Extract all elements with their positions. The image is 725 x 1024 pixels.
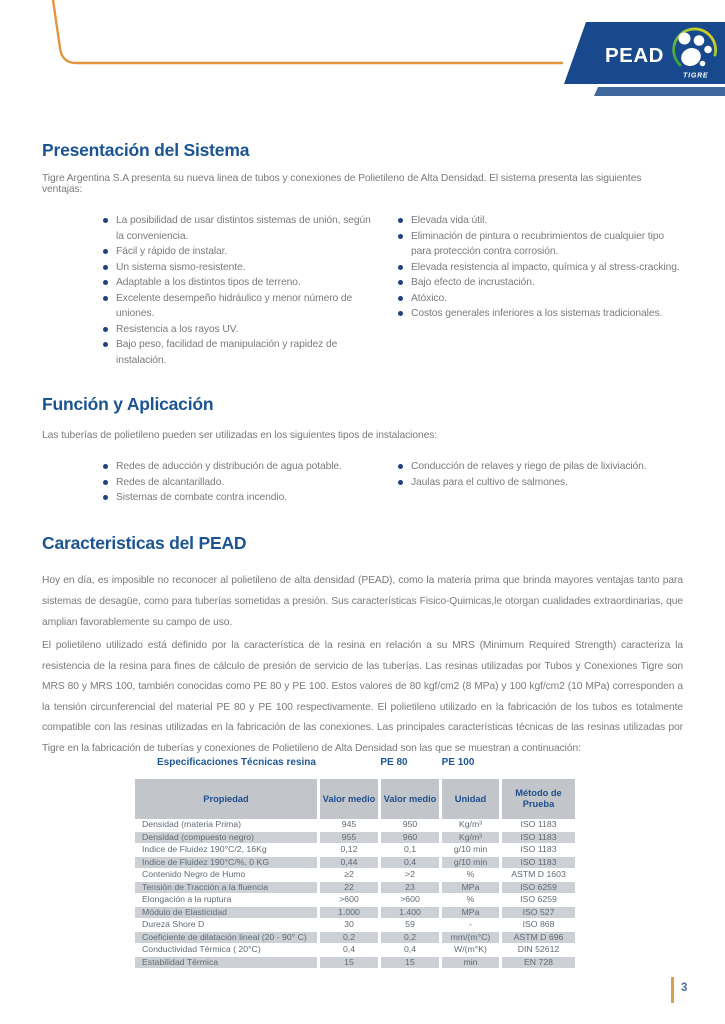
table-row	[135, 919, 575, 932]
table-cell: %	[442, 869, 499, 882]
table-cell: 0,2	[320, 932, 378, 945]
table-cell: ISO 1183	[502, 819, 575, 832]
bullet-icon	[398, 280, 403, 285]
table-cell: Dureza Shore D	[135, 919, 317, 932]
table-cell: 945	[320, 819, 378, 832]
table-cell: >600	[320, 894, 378, 907]
table-cell: 955	[320, 832, 378, 845]
table-cell: ISO 868	[502, 919, 575, 932]
brand-label: TIGRE	[683, 72, 709, 80]
bullet-icon	[398, 218, 403, 223]
table-cell: Indice de Fluidez 190°C/%, 0 KG	[135, 857, 317, 870]
table-cell: Conductividad Térmica ( 20°C)	[135, 944, 317, 957]
table-cell: Kg/m³	[442, 832, 499, 845]
header-accent-line	[0, 0, 600, 70]
table-cell: Densidad (materia Prima)	[135, 819, 317, 832]
table-row	[135, 857, 575, 870]
list-item	[398, 306, 686, 322]
presentacion-bullets-right	[398, 213, 686, 322]
table-cell: ISO 527	[502, 907, 575, 920]
bullet-icon	[398, 265, 403, 270]
column-header: Unidad	[442, 779, 499, 819]
table-cell: 23	[381, 882, 439, 895]
table-cell: 0,2	[381, 932, 439, 945]
table-row	[135, 819, 575, 832]
bullet-icon	[103, 480, 108, 485]
table-row	[135, 932, 575, 945]
list-item-text: Conducción de relaves y riego de pilas de lixiviación.	[411, 461, 647, 472]
table-cell: ASTM D 696	[502, 932, 575, 945]
table-cell: >600	[381, 894, 439, 907]
table-row	[135, 882, 575, 895]
table-cell: W/(m°K)	[442, 944, 499, 957]
list-item-text: Un sistema sismo-resistente.	[116, 261, 246, 273]
badge-underline-shape	[594, 87, 725, 96]
bullet-icon	[398, 464, 403, 469]
table-cell: ISO 1183	[502, 832, 575, 845]
bullet-icon	[398, 311, 403, 316]
list-item	[103, 244, 375, 260]
table-cell: g/10 min	[442, 857, 499, 870]
section-title-presentacion: Presentación del Sistema	[42, 140, 250, 160]
funcion-intro: Las tuberías de polietileno pueden ser utilizadas en los siguientes tipos de instalaciones:	[42, 430, 438, 441]
bullet-icon	[398, 234, 403, 239]
table-cell: MPa	[442, 907, 499, 920]
table-row	[135, 894, 575, 907]
list-item-text: Costos generales inferiores a los sistemas tradicionales.	[411, 308, 663, 319]
list-item-text: Redes de aducción y distribución de agua potable.	[116, 461, 342, 472]
table-cell: g/10 min	[442, 844, 499, 857]
table-row	[135, 832, 575, 845]
list-item-text: Resistencia a los rayos UV.	[116, 323, 239, 335]
pe100-column-label: PE 100	[441, 757, 475, 768]
table-cell: Tensión de Tracción a la fluencia	[135, 882, 317, 895]
list-item	[103, 459, 403, 475]
table-cell: >2	[381, 869, 439, 882]
table-cell: %	[442, 894, 499, 907]
table-cell: 1.000	[320, 907, 378, 920]
list-item-text: La posibilidad de usar distintos sistemas de unión, según la conveniencia.	[116, 215, 371, 242]
list-item	[103, 260, 375, 276]
spec-table-caption: Especificaciones Técnicas resina	[157, 757, 316, 768]
table-cell: Coeficiente de dilatación lineal (20 - 90° C)	[135, 932, 317, 945]
bullet-icon	[103, 495, 108, 500]
caracteristicas-paragraph-1: Hoy en día, es imposible no reconocer al polietileno de alta densidad (PEAD), como la materia prima que brinda mayores ventajas tanto para sistemas de desagüe, como para tuberías sometidas a presión. Sus características Fisico-Quimicas,le otorgan cualidades extraordinarias, que amplian favorablemente su campo de uso.	[42, 575, 683, 628]
table-cell: 1.400	[381, 907, 439, 920]
presentacion-intro: Tigre Argentina S.A presenta su nueva linea de tubos y conexiones de Polietileno de Alta Densidad. El sistema presenta las siguientes ventajas:	[42, 173, 642, 195]
table-cell: min	[442, 957, 499, 970]
pe80-column-label: PE 80	[380, 757, 408, 768]
table-cell: Estabilidad Térmica	[135, 957, 317, 970]
list-item	[398, 260, 686, 276]
list-item	[103, 490, 403, 506]
list-item	[103, 291, 375, 322]
table-row	[135, 907, 575, 920]
list-item-text: Eliminación de pintura o recubrimientos de cualquier tipo para protección contra corrosión.	[411, 230, 665, 257]
column-header: Método de Prueba	[502, 779, 575, 819]
table-cell: 22	[320, 882, 378, 895]
table-cell: 15	[381, 957, 439, 970]
table-row	[135, 844, 575, 857]
list-item-text: Adaptable a los distintos tipos de terreno.	[116, 277, 301, 288]
table-cell: Contenido Negro de Humo	[135, 869, 317, 882]
list-item	[398, 229, 686, 260]
bullet-icon	[103, 296, 108, 301]
caracteristicas-paragraph-2: El polietileno utilizado está definido por la característica de la resina en relación a su MRS (Minimum Required Strength) caracteriza la resistencia de la resina para fines de cálculo de presión de servicio de las tuberías. Las resinas utilizadas por Tubos y Conexiones Tigre son MRS 80 y MRS 100, también conocidas como PE 80 y PE 100. Estos valores de 80 kgf/cm2 (8 MPa) y 100 kgf/cm2 (10 MPa) corresponden a la tensión circunferencial del material PE 80 y PE 100 respectivamente. El polietileno utilizado en la fabricación de los tubos es totalmente compatible con las resinas utilizadas en la fabricación de las conexiones. Las principales características técnicas de las resinas utilizadas por Tigre en la fabricación de tuberías y conexiones de Polietileno de Alta Densidad son las que se muestran a continuación:	[42, 640, 683, 754]
table-cell: 0,4	[381, 857, 439, 870]
table-cell: Indice de Fluidez 190°C/2, 16Kg	[135, 844, 317, 857]
list-item	[103, 213, 375, 244]
list-item	[103, 337, 375, 368]
footer-accent-bar	[671, 977, 674, 1003]
table-cell: 0,4	[381, 944, 439, 957]
badge-label: PEAD	[605, 44, 664, 67]
table-cell: Módulo de Elasticidad	[135, 907, 317, 920]
list-item-text: Jaulas para el cultivo de salmones.	[411, 476, 568, 488]
table-cell: mm/(m°C)	[442, 932, 499, 945]
table-cell: DIN 52612	[502, 944, 575, 957]
table-cell: 0,4	[320, 944, 378, 957]
column-header: Propiedad	[135, 779, 317, 819]
list-item	[398, 475, 698, 491]
list-item	[103, 475, 403, 491]
table-cell: 0,1	[381, 844, 439, 857]
table-cell: ASTM D 1603	[502, 869, 575, 882]
spec-table	[135, 757, 575, 969]
table-cell: 0,44	[320, 857, 378, 870]
table-cell: Elongación a la ruptura	[135, 894, 317, 907]
table-cell: 960	[381, 832, 439, 845]
bullet-icon	[103, 218, 108, 223]
header-badge	[555, 16, 725, 98]
spec-table-caption-row	[135, 757, 575, 774]
table-cell: -	[442, 919, 499, 932]
table-cell: Kg/m³	[442, 819, 499, 832]
bullet-icon	[103, 342, 108, 347]
list-item-text: Fácil y rápido de instalar.	[116, 246, 228, 257]
column-header: Valor medio	[381, 779, 439, 819]
funcion-bullets-left	[103, 459, 403, 506]
bullet-icon	[103, 464, 108, 469]
section-title-caracteristicas: Caracteristicas del PEAD	[42, 533, 247, 553]
list-item-text: Sistemas de combate contra incendio.	[116, 492, 287, 503]
funcion-bullets-right	[398, 459, 698, 490]
table-cell: ISO 6259	[502, 882, 575, 895]
table-cell: 59	[381, 919, 439, 932]
list-item-text: Bajo peso, facilidad de manipulación y rapidez de instalación.	[116, 339, 338, 366]
bullet-icon	[103, 265, 108, 270]
list-item	[398, 213, 686, 229]
page-number: 3	[681, 982, 688, 994]
list-item	[398, 275, 686, 291]
table-cell: ISO 1183	[502, 844, 575, 857]
list-item-text: Elevada vida útil.	[411, 215, 488, 226]
list-item-text: Redes de alcantarillado.	[116, 476, 225, 488]
bullet-icon	[398, 296, 403, 301]
table-cell: ISO 6259	[502, 894, 575, 907]
list-item-text: Bajo efecto de incrustación.	[411, 277, 535, 288]
list-item-text: Elevada resistencia al impacto, química y al stress-cracking.	[411, 261, 680, 273]
table-cell: ISO 1183	[502, 857, 575, 870]
bullet-icon	[103, 280, 108, 285]
column-header: Valor medio	[320, 779, 378, 819]
table-cell: Densidad (compuesto negro)	[135, 832, 317, 845]
table-cell: 30	[320, 919, 378, 932]
spec-table-header	[135, 779, 575, 819]
spec-table-body	[135, 819, 575, 969]
list-item	[103, 275, 375, 291]
bullet-icon	[398, 480, 403, 485]
table-row	[135, 957, 575, 970]
table-cell: 0,12	[320, 844, 378, 857]
table-cell: EN 728	[502, 957, 575, 970]
bullet-icon	[103, 327, 108, 332]
presentacion-bullets-left	[103, 213, 375, 368]
list-item	[398, 291, 686, 307]
table-cell: ≥2	[320, 869, 378, 882]
list-item-text: Excelente desempeño hidráulico y menor número de uniones.	[116, 292, 353, 319]
table-row	[135, 869, 575, 882]
table-row	[135, 944, 575, 957]
table-cell: 15	[320, 957, 378, 970]
list-item-text: Atóxico.	[411, 292, 447, 304]
list-item	[103, 322, 375, 338]
table-cell: 950	[381, 819, 439, 832]
section-title-funcion: Función y Aplicación	[42, 394, 214, 414]
table-cell: MPa	[442, 882, 499, 895]
list-item	[398, 459, 698, 475]
bullet-icon	[103, 249, 108, 254]
